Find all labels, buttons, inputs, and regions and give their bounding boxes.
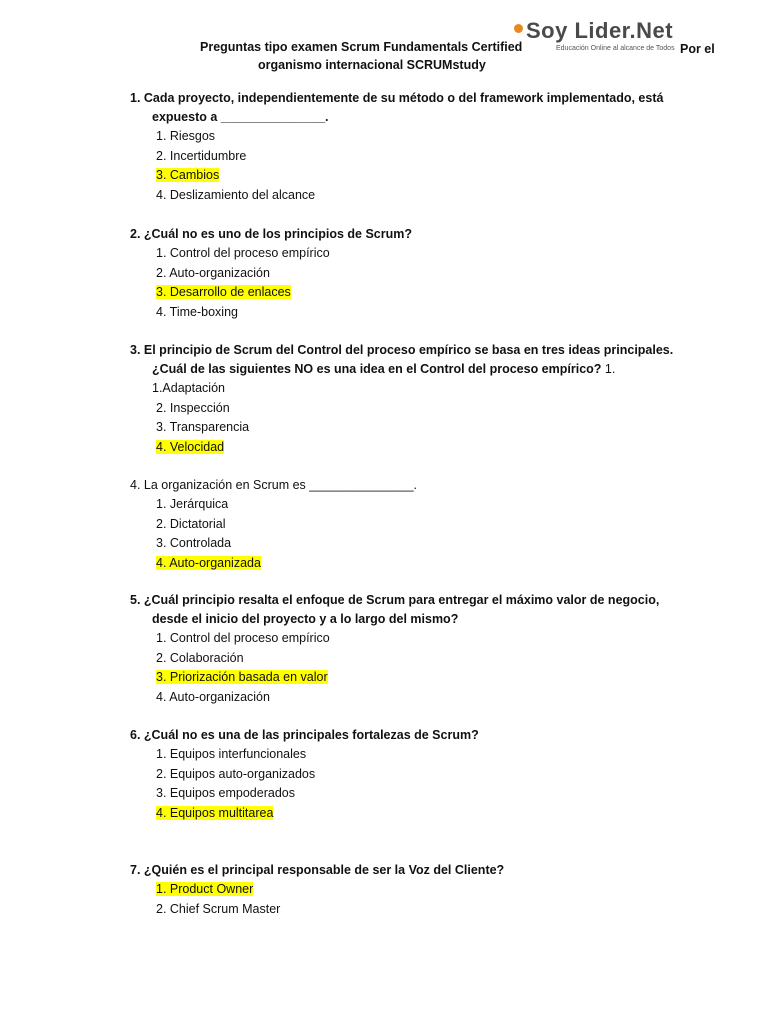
option-correct — [130, 668, 690, 688]
document-title-line-1: Preguntas tipo examen Scrum Fundamentals Certified — [200, 40, 523, 54]
highlighted-answer: 1. Product Owner — [156, 882, 254, 896]
question-line-continued: expuesto a _______________. — [152, 110, 329, 124]
question-line: 5. ¿Cuál principio resalta el enfoque de Scrum para entregar el máximo valor de negocio, — [130, 593, 660, 607]
question-line: 3. El principio de Scrum del Control del proceso empírico se basa en tres ideas principales. — [130, 343, 674, 357]
option: 4. Auto-organización — [156, 689, 270, 704]
options-list — [130, 244, 690, 322]
option: 1.Adaptación — [152, 381, 225, 395]
byline: Por el — [680, 42, 715, 56]
question-line-continued: desde el inicio del proyecto y a lo largo del mismo? — [152, 612, 459, 626]
option: 3. Equipos empoderados — [156, 786, 295, 801]
option: 1. Jerárquica — [156, 497, 229, 511]
question-3 — [130, 341, 690, 457]
option-correct — [130, 804, 690, 824]
question-text — [130, 726, 690, 745]
question-5 — [130, 591, 690, 707]
question-line: 6. ¿Cuál no es una de las principales fortalezas de Scrum? — [130, 728, 479, 742]
option: 1. Control del proceso empírico — [156, 246, 330, 260]
question-4 — [130, 476, 690, 573]
option-correct — [130, 166, 690, 186]
option: 4. Deslizamiento del alcance — [156, 187, 316, 202]
highlighted-answer: 3. Desarrollo de enlaces — [156, 285, 291, 300]
question-line: 4. La organización en Scrum es _______________. — [130, 478, 418, 492]
question-7 — [130, 861, 690, 919]
highlighted-answer: 4. Velocidad — [156, 439, 225, 454]
option: 2. Auto-organización — [156, 265, 270, 280]
options-list — [130, 880, 690, 919]
question-6 — [130, 726, 690, 823]
logo-tagline: Educación Online al alcance de Todos — [556, 45, 675, 52]
highlighted-answer: 4. Equipos multitarea — [156, 805, 274, 820]
option: 3. Controlada — [156, 536, 232, 551]
option-correct — [126, 438, 690, 458]
question-line: 7. ¿Quién es el principal responsable de ser la Voz del Cliente? — [130, 863, 505, 877]
question-line: 2. ¿Cuál no es uno de los principios de Scrum? — [130, 227, 412, 241]
highlighted-answer: 3. Priorización basada en valor — [156, 670, 328, 685]
options-list — [126, 379, 690, 457]
options-list — [130, 745, 690, 823]
question-text — [130, 861, 690, 880]
options-list — [130, 127, 690, 205]
logo-name: Soy Lider.Net — [526, 18, 674, 43]
question-1 — [130, 89, 690, 205]
option: 2. Dictatorial — [156, 516, 226, 531]
options-list — [130, 495, 690, 573]
option-correct — [130, 283, 690, 303]
question-text — [130, 89, 690, 127]
option: 2. Chief Scrum Master — [156, 901, 281, 916]
highlighted-answer: 4. Auto-organizada — [156, 555, 261, 570]
option: 1. Control del proceso empírico — [156, 631, 330, 645]
question-text — [130, 341, 690, 379]
option: 1. Equipos interfuncionales — [156, 747, 307, 761]
question-text — [130, 591, 690, 629]
highlighted-answer: 3. Cambios — [156, 168, 220, 183]
logo-mark-icon — [514, 24, 523, 33]
option: 4. Time-boxing — [156, 304, 238, 319]
option: 2. Colaboración — [156, 650, 244, 665]
question-line-continued: ¿Cuál de las siguientes NO es una idea en el Control del proceso empírico? 1. — [152, 362, 616, 376]
option-correct — [130, 554, 690, 574]
question-text — [130, 476, 690, 495]
options-list — [130, 629, 690, 707]
option: 2. Equipos auto-organizados — [156, 766, 316, 781]
option: 1. Riesgos — [156, 129, 216, 143]
option: 3. Transparencia — [156, 420, 250, 435]
option: 2. Incertidumbre — [156, 148, 247, 163]
option: 2. Inspección — [156, 400, 230, 415]
question-line: 1. Cada proyecto, independientemente de su método o del framework implementado, está — [130, 91, 664, 105]
document-title-line-2: organismo internacional SCRUMstudy — [258, 58, 486, 72]
question-2 — [130, 225, 690, 322]
option-correct — [130, 880, 690, 900]
question-text — [130, 225, 690, 244]
stray-numbering: 1. — [601, 362, 616, 376]
logo — [510, 14, 678, 58]
